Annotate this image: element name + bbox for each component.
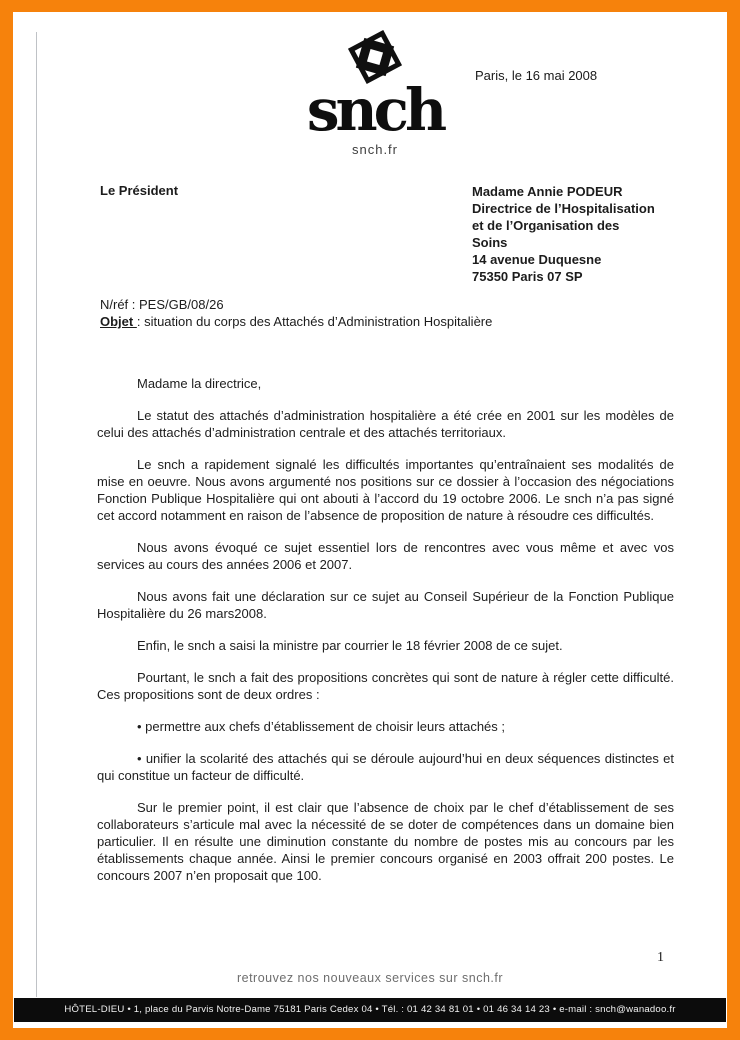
recipient-address-block bbox=[472, 183, 655, 285]
recipient-line: et de l’Organisation des bbox=[472, 218, 620, 233]
recipient-line: Madame Annie PODEUR bbox=[472, 184, 623, 199]
subject-label: Objet bbox=[100, 314, 137, 329]
body-paragraph: Nous avons évoqué ce sujet essentiel lors de rencontres avec vous même et avec vos services au cours des années 2006 et 2007. bbox=[97, 540, 674, 572]
letterhead bbox=[280, 26, 470, 157]
bullet-item: • unifier la scolarité des attachés qui se déroule aujourd’hui en deux séquences distinctes et qui constitue un facteur de difficulté. bbox=[97, 751, 674, 783]
footer-tagline: retrouvez nos nouveaux services sur snch.fr bbox=[236, 971, 504, 985]
recipient-line: 75350 Paris 07 SP bbox=[472, 269, 583, 284]
logo-domain: snch.fr bbox=[351, 142, 398, 157]
reference-number: N/réf : PES/GB/08/26 bbox=[100, 297, 224, 312]
subject-line bbox=[100, 313, 492, 330]
subject-text: : situation du corps des Attachés d’Administration Hospitalière bbox=[136, 314, 493, 329]
recipient-line: Soins bbox=[472, 235, 508, 250]
body-paragraph: Nous avons fait une déclaration sur ce sujet au Conseil Supérieur de la Fonction Publique Hospitalière du 26 mars2008. bbox=[97, 589, 674, 621]
body-paragraph: Le statut des attachés d’administration hospitalière a été crée en 2001 sur les modèles de celui des attachés d’administration centrale et des attachés territoriaux. bbox=[97, 408, 674, 440]
bullet-item: • permettre aux chefs d’établissement de choisir leurs attachés ; bbox=[137, 719, 506, 734]
logo-wordmark: snch bbox=[306, 76, 444, 144]
recipient-line: 14 avenue Duquesne bbox=[472, 252, 602, 267]
sender-title: Le Président bbox=[100, 183, 179, 198]
scan-fold-line bbox=[36, 32, 37, 997]
date-line: Paris, le 16 mai 2008 bbox=[475, 68, 598, 83]
letter-body bbox=[97, 375, 674, 899]
body-paragraph: Sur le premier point, il est clair que l’absence de choix par le chef d’établissement de ses collaborateurs s’articule mal avec la nécessité de se doter de compétences dans un domaine bien particulier. Il en résulte une diminution constante du nombre de postes mis au concours par les établissements chaque année. Ainsi le premier concours organisé en 2003 offrait 200 postes. Le concours 2007 n’en proposait que 100. bbox=[97, 800, 674, 883]
body-paragraph: Pourtant, le snch a fait des propositions concrètes qui sont de nature à régler cette difficulté. Ces propositions sont de deux ordres : bbox=[97, 670, 674, 702]
page-number: 1 bbox=[657, 950, 664, 965]
body-paragraph: Le snch a rapidement signalé les difficultés importantes qu’entraînaient ses modalités de mise en oeuvre. Nous avons argumenté nos positions sur ce dossier à l’occasion des négociations Fonction Publique Hospitalière qui ont abouti à l’accord du 19 octobre 2006. Le snch n’a pas signé cet accord notamment en raison de l’absence de proposition de nature à résoudre ces difficultés. bbox=[97, 457, 674, 523]
salutation: Madame la directrice, bbox=[137, 376, 262, 391]
reference-block bbox=[100, 296, 492, 330]
letter-page bbox=[13, 12, 727, 1028]
recipient-line: Directrice de l’Hospitalisation bbox=[472, 201, 655, 216]
body-paragraph: Enfin, le snch a saisi la ministre par courrier le 18 février 2008 de ce sujet. bbox=[137, 638, 563, 653]
footer-contact-bar: HÔTEL-DIEU • 1, place du Parvis Notre-Dame 75181 Paris Cedex 04 • Tél. : 01 42 34 81 01 • 01 46 34 14 23 • e-mail : snch@wanadoo.fr bbox=[14, 998, 726, 1022]
